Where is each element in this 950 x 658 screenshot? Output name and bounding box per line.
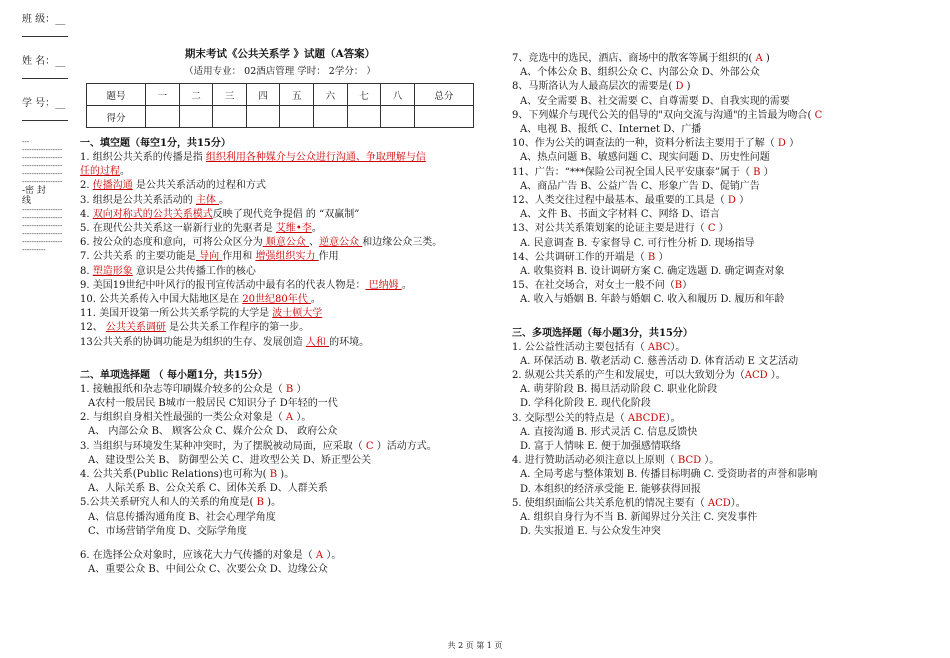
- answer-text: 艾维•李: [275, 223, 312, 235]
- answer-text: 人和: [305, 336, 330, 348]
- answer-text: B: [285, 383, 294, 395]
- fill-question: 2. 传播沟通 是公共关系活动的过程和方式: [80, 180, 266, 192]
- options-row: A. 民意调查 B. 专家督导 C. 可行性分析 D. 现场指导: [520, 237, 755, 249]
- answer-text: ABC: [647, 341, 671, 353]
- binding-margin: [22, 14, 70, 254]
- single-question: 12、人类交往过程中最基本、最重要的工具是（ D ）: [512, 195, 750, 207]
- score-label-cell: 得分: [87, 106, 146, 128]
- single-question: 2. 与组织自身相关性最强的一类公众对象是（ A ）。: [80, 412, 312, 424]
- left-column: [80, 46, 480, 577]
- score-input-cell[interactable]: [381, 106, 415, 128]
- score-head-cell: 六: [314, 84, 348, 106]
- answer-text: C: [707, 223, 716, 235]
- score-input-cell[interactable]: [213, 106, 247, 128]
- score-input-cell[interactable]: [246, 106, 280, 128]
- class-field[interactable]: 班 级：__: [22, 14, 70, 42]
- options-row: C、市场营销学角度 D、交际学角度: [88, 525, 247, 537]
- answer-text: D: [777, 138, 786, 150]
- score-head-cell: 八: [381, 84, 415, 106]
- name-label: 姓 名：: [22, 56, 56, 67]
- single-question: 9、下列媒介与现代公关的倡导的"双向交流与沟通"的主旨最为吻合( C: [512, 109, 823, 121]
- answer-text: D: [727, 195, 736, 207]
- fill-question: 4. 双向对称式的公共关系模式反映了现代竞争提倡 的 “双赢制”: [80, 208, 360, 220]
- answer-text: D: [675, 81, 684, 93]
- answer-text: B: [647, 251, 656, 263]
- fill-question: 9. 美国19世纪中叶风行的报刊宣传活动中最有名的代表人物是： 巴纳姆 。: [80, 279, 412, 291]
- score-head-cell: 题号: [87, 84, 146, 106]
- answer-text: 任的过程: [80, 166, 120, 178]
- options-row: A. 萌芽阶段 B. 揭旦活动阶段 C. 职业化阶段: [520, 384, 718, 396]
- student-id-field[interactable]: 学 号：__: [22, 98, 70, 126]
- answer-text: ACD: [744, 370, 768, 382]
- multi-question: 5. 使组织面临公共关系危机的情况主要有（ ACD）。: [512, 497, 746, 509]
- fill-question: 5. 在现代公共关系这一崭新行业的先驱者是 艾维•李。: [80, 223, 322, 235]
- class-label: 班 级：: [22, 14, 56, 25]
- seal-dashes: --- ----------------- ----------------- ----------------- ----------------- -----------------: [22, 138, 63, 186]
- single-question: 4. 公共关系(Public Relations)也可称为( B )。: [80, 469, 295, 481]
- answer-text: A: [315, 550, 324, 562]
- answer-text: BCD: [677, 455, 702, 467]
- options-row: A、文件 B、书面文字材料 C、网络 D、语言: [520, 209, 720, 221]
- single-question: 13、对公共关系策划案的论证主要是进行（ C ）: [512, 223, 729, 235]
- options-row: A、热点问题 B、敏感问题 C、现实问题 D、历史性问题: [520, 152, 770, 164]
- single-question: 3. 当组织与环境发生某种冲突时，为了摆脱被动局面，应采取（ C ）活动方式。: [80, 440, 437, 452]
- single-question: 5.公共关系研究人和人的关系的角度是( B )。: [80, 497, 282, 509]
- answer-text: ACD: [707, 497, 731, 509]
- multi-question: 3. 交际型公关的特点是（ ABCDE）。: [512, 412, 681, 424]
- single-question: 10、作为公关的调查法的一种，资料分析法主要用于了解（ D ）: [512, 138, 800, 150]
- fill-question: 8. 塑造形象 意识是公共传播工作的核心: [80, 265, 256, 277]
- student-id-label: 学 号：: [22, 98, 56, 109]
- options-row: A. 环保活动 B. 敬老活动 C. 慈善活动 D. 体育活动 E 文艺活动: [520, 355, 799, 367]
- right-column: [512, 52, 922, 540]
- exam-subtitle: （适用专业： 02酒店管理 学时： 2学分： ）: [184, 66, 376, 77]
- page-footer: 共 2 页 第 1 页: [447, 641, 503, 650]
- name-field[interactable]: 姓 名：__: [22, 56, 70, 84]
- multi-question: 1. 公公益性活动主要包括有（ ABC）。: [512, 341, 686, 353]
- single-question: 8、马斯洛认为人最高层次的需要是( D ): [512, 81, 691, 93]
- answer-text: 逆意公众: [319, 237, 363, 249]
- single-choice-heading: 二、单项选择题 （ 每小题1分，共15分）: [80, 369, 268, 381]
- options-row: A、安全需要 B、社交需要 C、自尊需要 D、自我实现的需要: [520, 95, 790, 107]
- score-input-cell[interactable]: [146, 106, 180, 128]
- seal-label: -密 封 线: [22, 186, 46, 206]
- score-value-row: [87, 106, 474, 128]
- fill-question: 1. 组织公共关系的传播是指 组织利用各种媒介与公众进行沟通、争取理解与信: [80, 152, 426, 163]
- answer-text: 传播沟通: [92, 180, 133, 192]
- options-row: A、信息传播沟通角度 B、社会心理学角度: [88, 511, 276, 523]
- single-question: 15、在社交场合，对女士一般不问（B）: [512, 280, 693, 292]
- answer-text: 20世纪80年代: [242, 294, 311, 306]
- score-input-cell[interactable]: [347, 106, 381, 128]
- answer-text: B: [753, 166, 761, 178]
- answer-text: A: [285, 412, 294, 424]
- options-row: A. 直接沟通 B. 形式灵活 C. 信息反馈快: [520, 426, 698, 438]
- score-table: [86, 83, 474, 128]
- options-row: A. 全局考虑与整体策划 B. 传播目标明确 C. 受资助者的声誉和影响: [520, 469, 818, 481]
- score-head-cell: 五: [280, 84, 314, 106]
- answer-text: B: [674, 280, 683, 292]
- options-row: D. 富于人情味 E. 便于加强感情联络: [520, 441, 681, 453]
- fill-question: 11. 美国开设第一所公共关系学院的大学是 波士顿大学: [80, 308, 323, 320]
- single-question: 6. 在选择公众对象时，应该花大力气传播的对象是（ A ）。: [80, 550, 342, 562]
- score-head-cell: 四: [246, 84, 280, 106]
- fill-question-cont: 任的过程。: [80, 166, 130, 178]
- answer-text: 导向: [195, 251, 223, 263]
- options-row: A、电视 B、报纸 C、Internet D、广播: [520, 124, 702, 136]
- score-head-cell: 一: [146, 84, 180, 106]
- seal-dashes-lower: ----------------- ----------------- ----------------- ----------------- ----------------- ----------: [22, 206, 63, 254]
- score-head-cell: 二: [179, 84, 213, 106]
- options-row: A、重要公众 B、中间公众 C、次要公众 D、边缘公众: [88, 564, 328, 576]
- answer-text: C: [814, 109, 823, 121]
- score-input-cell[interactable]: [414, 106, 473, 128]
- answer-text: 波士顿大学: [272, 308, 323, 320]
- single-question: 7、竞选中的选民，酒店、商场中的散客等属于组织的( A ): [512, 53, 770, 64]
- answer-text: 增强组织实力: [255, 251, 319, 263]
- answer-text: A: [755, 53, 763, 64]
- options-row: A. 收入与婚姻 B. 年龄与婚姻 C. 收入和履历 D. 履历和年龄: [520, 294, 785, 306]
- answer-text: 双向对称式的公共关系模式: [92, 208, 213, 220]
- single-question: 14、公共调研工作的开端是（ B ）: [512, 251, 669, 263]
- score-head-cell: 总分: [414, 84, 473, 106]
- options-row: A、人际关系 B、公众关系 C、团体关系 D、人群关系: [88, 483, 328, 495]
- fill-question: 13公共关系的协调功能是为组织的生存、发展创造 人和 的环境。: [80, 336, 370, 348]
- options-row: D. 本组织的经济承受能 E. 能够获得回报: [520, 483, 701, 495]
- score-input-cell[interactable]: [280, 106, 314, 128]
- answer-text: 塑造形象: [92, 265, 133, 277]
- options-row: D. 失实报道 E. 与公众发生冲突: [520, 526, 661, 538]
- fill-question: 7. 公共关系 的主要功能是 导向 作用和 增强组织实力 作用: [80, 251, 339, 263]
- fill-question: 12、 公共关系调研 是公共关系工作程序的第一步。: [80, 322, 310, 334]
- answer-text: 主体: [195, 194, 220, 206]
- options-row: A、 内部公众 B、 顾客公众 C、媒介公众 D、 政府公众: [88, 426, 338, 438]
- score-head-cell: 三: [213, 84, 247, 106]
- options-row: A、建设型公关 B、 防御型公关 C、进攻型公关 D、矫正型公关: [88, 454, 371, 466]
- answer-text: B: [256, 497, 264, 509]
- single-question: 1. 接触报纸和杂志等印刷媒介较多的公众是（ B ）: [80, 383, 307, 395]
- single-question: 11、广告：“***保险公司祝全国人民平安康泰”属于（ B ）: [512, 166, 774, 178]
- score-header-row: [87, 84, 474, 106]
- score-head-cell: 七: [347, 84, 381, 106]
- answer-text: 组织利用各种媒介与公众进行沟通、争取理解与信: [205, 152, 426, 163]
- options-row: A农村一般居民 B城市一般居民 C知识分子 D年轻的一代: [88, 398, 338, 410]
- multi-question: 4. 进行赞助活动必须注意以上原则（ BCD ）。: [512, 455, 720, 467]
- multi-question: 2. 纵观公共关系的产生和发展史，可以大致划分为（ACD ）。: [512, 370, 786, 382]
- options-row: D. 学科化阶段 E. 现代化阶段: [520, 398, 651, 410]
- fill-question: 6. 按公众的态度和意向，可将公众区分为 顺意公众 、逆意公众 和边缘公众三类。: [80, 237, 443, 249]
- fill-question: 3. 组织是公共关系活动的 主体 。: [80, 194, 230, 206]
- multi-choice-heading: 三、多项选择题（每小题3分，共15分）: [512, 327, 693, 339]
- answer-text: 巴纳姆: [365, 279, 402, 291]
- options-row: A、商品广告 B、公益广告 C、形象广告 D、促销广告: [520, 180, 760, 192]
- score-input-cell[interactable]: [314, 106, 348, 128]
- score-input-cell[interactable]: [179, 106, 213, 128]
- options-row: A. 组织自身行为不当 B. 新闻界过分关注 C. 突发事件: [520, 512, 758, 524]
- answer-text: 顺意公众: [262, 237, 310, 249]
- answer-text: 公共关系调研: [105, 322, 166, 334]
- answer-text: ABCDE: [627, 412, 666, 424]
- options-row: A、个体公众 B、组织公众 C、内部公众 D、外部公众: [520, 67, 760, 79]
- fill-question: 10. 公共关系传入中国大陆地区是在 20世纪80年代 。: [80, 294, 321, 306]
- options-row: A. 收集资料 B. 设计调研方案 C. 确定选题 D. 确定调查对象: [520, 266, 785, 278]
- exam-title: 期末考试《公共关系学 》试题（A答案）: [184, 48, 376, 60]
- answer-text: B: [269, 469, 278, 481]
- answer-text: C: [365, 440, 374, 452]
- fill-blank-heading: 一、填空题（每空1分，共15分）: [80, 138, 231, 149]
